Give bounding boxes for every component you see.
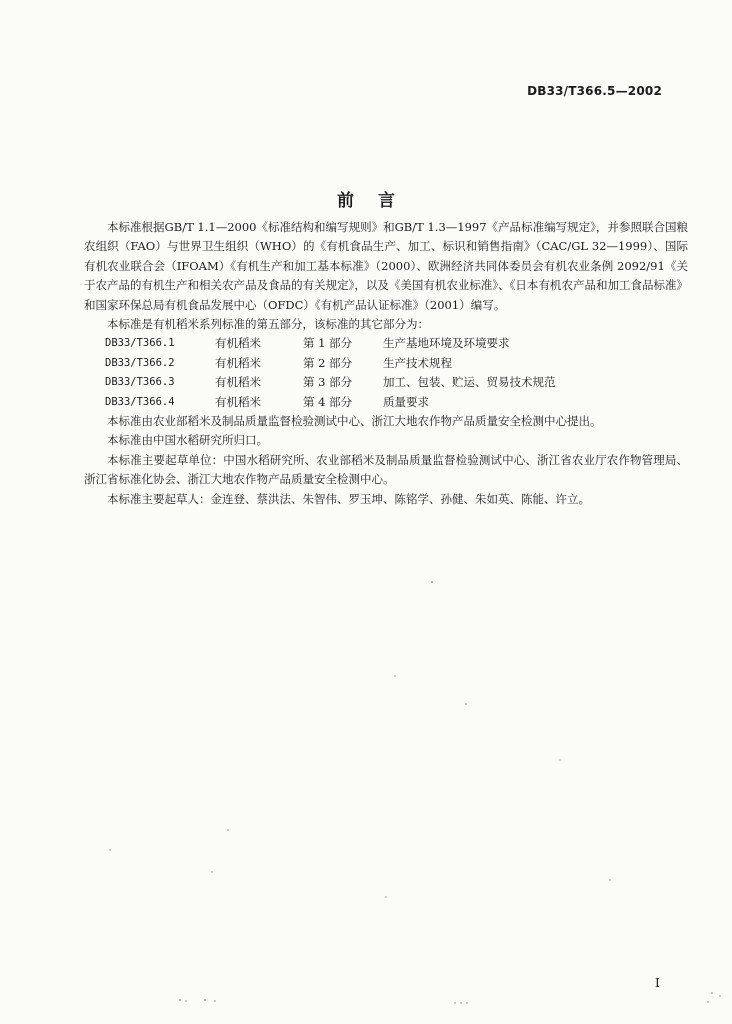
paragraph-series: 本标准是有机稻米系列标准的第五部分，该标准的其它部分为：: [107, 317, 429, 332]
foreword-body: [84, 218, 688, 509]
part-code: DB33/T366.3: [105, 376, 175, 389]
part-name: 有机稻米: [215, 394, 261, 409]
paragraph-drafting-units: 本标准主要起草单位：中国水稻研究所、农业部稻米及制品质量监督检验测试中心、浙江省农业厅农作物管理局、浙江省标准化协会、浙江大地农作物产品质量安全检测中心。: [84, 452, 688, 487]
part-code: DB33/T366.4: [105, 395, 175, 408]
part-number: 第 1 部分: [303, 336, 353, 351]
paragraph-administrator: 本标准由中国水稻研究所归口。: [107, 433, 268, 448]
standard-number: DB33/T366.5—2002: [527, 84, 662, 98]
list-item: [84, 334, 688, 353]
part-number: 第 2 部分: [303, 355, 353, 370]
part-title: 质量要求: [383, 394, 429, 409]
part-name: 有机稻米: [215, 355, 261, 370]
part-name: 有机稻米: [215, 375, 261, 390]
part-title: 生产技术规程: [383, 355, 452, 370]
part-number: 第 3 部分: [303, 375, 353, 390]
page-number: I: [655, 976, 660, 990]
paragraph-drafters: 本标准主要起草人：金连登、蔡洪法、朱智伟、罗玉坤、陈铭学、孙健、朱如英、陈能、许立。: [107, 491, 590, 506]
part-title: 加工、包装、贮运、贸易技术规范: [383, 375, 556, 390]
part-title: 生产基地环境及环境要求: [383, 336, 510, 351]
part-code: DB33/T366.2: [105, 356, 175, 369]
paragraph-proposer: 本标准由农业部稻米及制品质量监督检验测试中心、浙江大地农作物产品质量安全检测中心提出。: [107, 414, 602, 428]
list-item: [84, 354, 688, 373]
part-number: 第 4 部分: [303, 394, 353, 409]
list-item: [84, 393, 688, 412]
page-title: 前言: [337, 191, 419, 211]
list-item: [84, 373, 688, 392]
paragraph-basis: 本标准根据GB/T 1.1—2000《标准结构和编写规则》和GB/T 1.3—1997《产品标准编写规定》，并参照联合国粮农组织（FAO）与世界卫生组织（WHO）的《有机食品生产、加工、标识和销售指南》（CAC/GL 32—1999）、国际有机农业联合会（IFOAM）《有机生产和加工基本标准》（2000）、欧洲经济共同体委员会有机农业条例 2092/91《关于农产品的有机生产和相关农产品及食品的有关规定》，以及《美国有机农业标准》、《日本有机农产品和加工食品标准》和国家环保总局有机食品发展中心（OFDC）《有机产品认证标准》（2001）编写。: [84, 220, 688, 312]
parts-list: [84, 334, 688, 412]
part-name: 有机稻米: [215, 336, 261, 351]
part-code: DB33/T366.1: [105, 337, 175, 350]
